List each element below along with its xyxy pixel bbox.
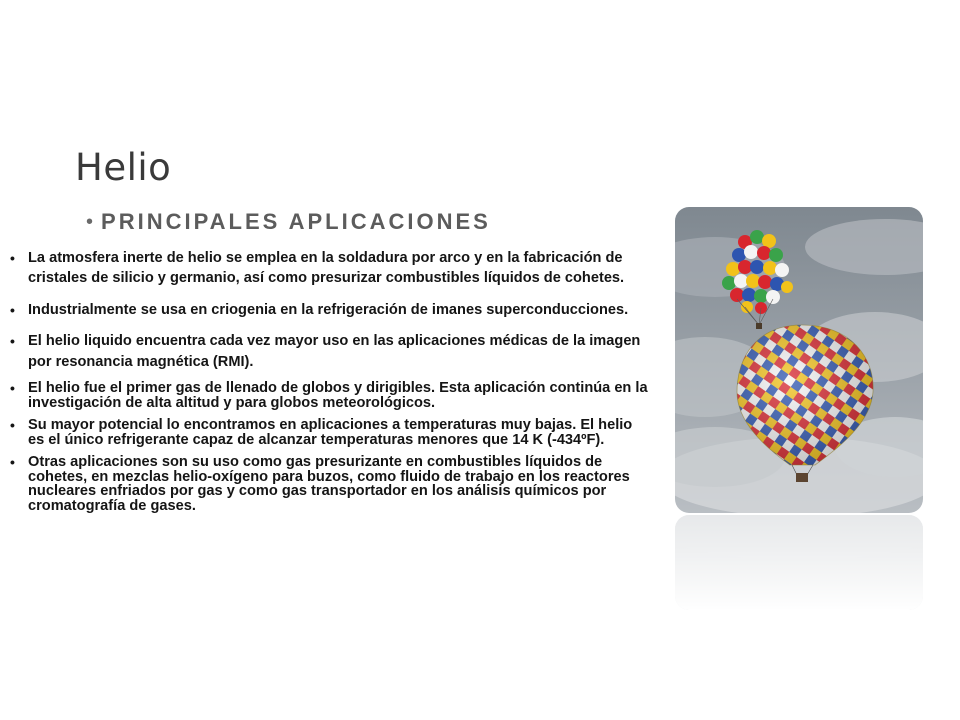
slide-title: Helio <box>75 146 172 189</box>
balloon-photo-reflection <box>675 515 923 610</box>
bullet-item <box>10 331 650 373</box>
slide-subtitle: PRINCIPALES APLICACIONES <box>101 209 491 234</box>
balloon-photo <box>675 207 923 513</box>
bullet-item <box>10 300 650 321</box>
bullet-text: Industrialmente se usa en criogenia en la refrigeración de imanes superconducciones. <box>28 302 629 318</box>
subtitle-row <box>86 209 491 235</box>
bullet-list <box>10 248 650 513</box>
bullet-item <box>10 455 650 513</box>
bullet-dot: • <box>10 454 15 470</box>
bullet-text: Otras aplicaciones son su uso como gas presurizante en combustibles líquidos de cohetes, en mezclas helio-oxígeno para buzos, como fluido de trabajo en los reactores nucleares enfriados por gas y como gas transportador en los análisis químicos por cromatografía de gases. <box>28 454 630 514</box>
bullet-item <box>10 418 650 447</box>
bullet-dot: • <box>10 380 15 396</box>
bullet-text: El helio liquido encuentra cada vez mayor uso en las aplicaciones médicas de la imagen por resonancia magnética (RMI). <box>28 333 641 370</box>
balloon-image <box>675 207 923 513</box>
bullet-item <box>10 248 650 288</box>
bullet-item <box>10 381 650 410</box>
subtitle-bullet: • <box>86 210 94 233</box>
bullet-text: Su mayor potencial lo encontramos en aplicaciones a temperaturas muy bajas. El helio es el único refrigerante capaz de alcanzar temperaturas menores que 14 K (-434ºF). <box>28 417 633 448</box>
bullet-text: La atmosfera inerte de helio se emplea en la soldadura por arco y en la fabricación de cristales de silicio y germanio, así como presurizar combustibles líquidos de cohetes. <box>28 250 625 286</box>
bullet-dot: • <box>10 417 15 433</box>
reflection-image <box>675 515 923 610</box>
bullet-dot: • <box>10 302 15 318</box>
bullet-dot: • <box>10 333 15 349</box>
bullet-text: El helio fue el primer gas de llenado de globos y dirigibles. Esta aplicación continúa en la investigación de alta altitud y para globos meteorológicos. <box>28 380 648 411</box>
bullet-dot: • <box>10 250 15 266</box>
